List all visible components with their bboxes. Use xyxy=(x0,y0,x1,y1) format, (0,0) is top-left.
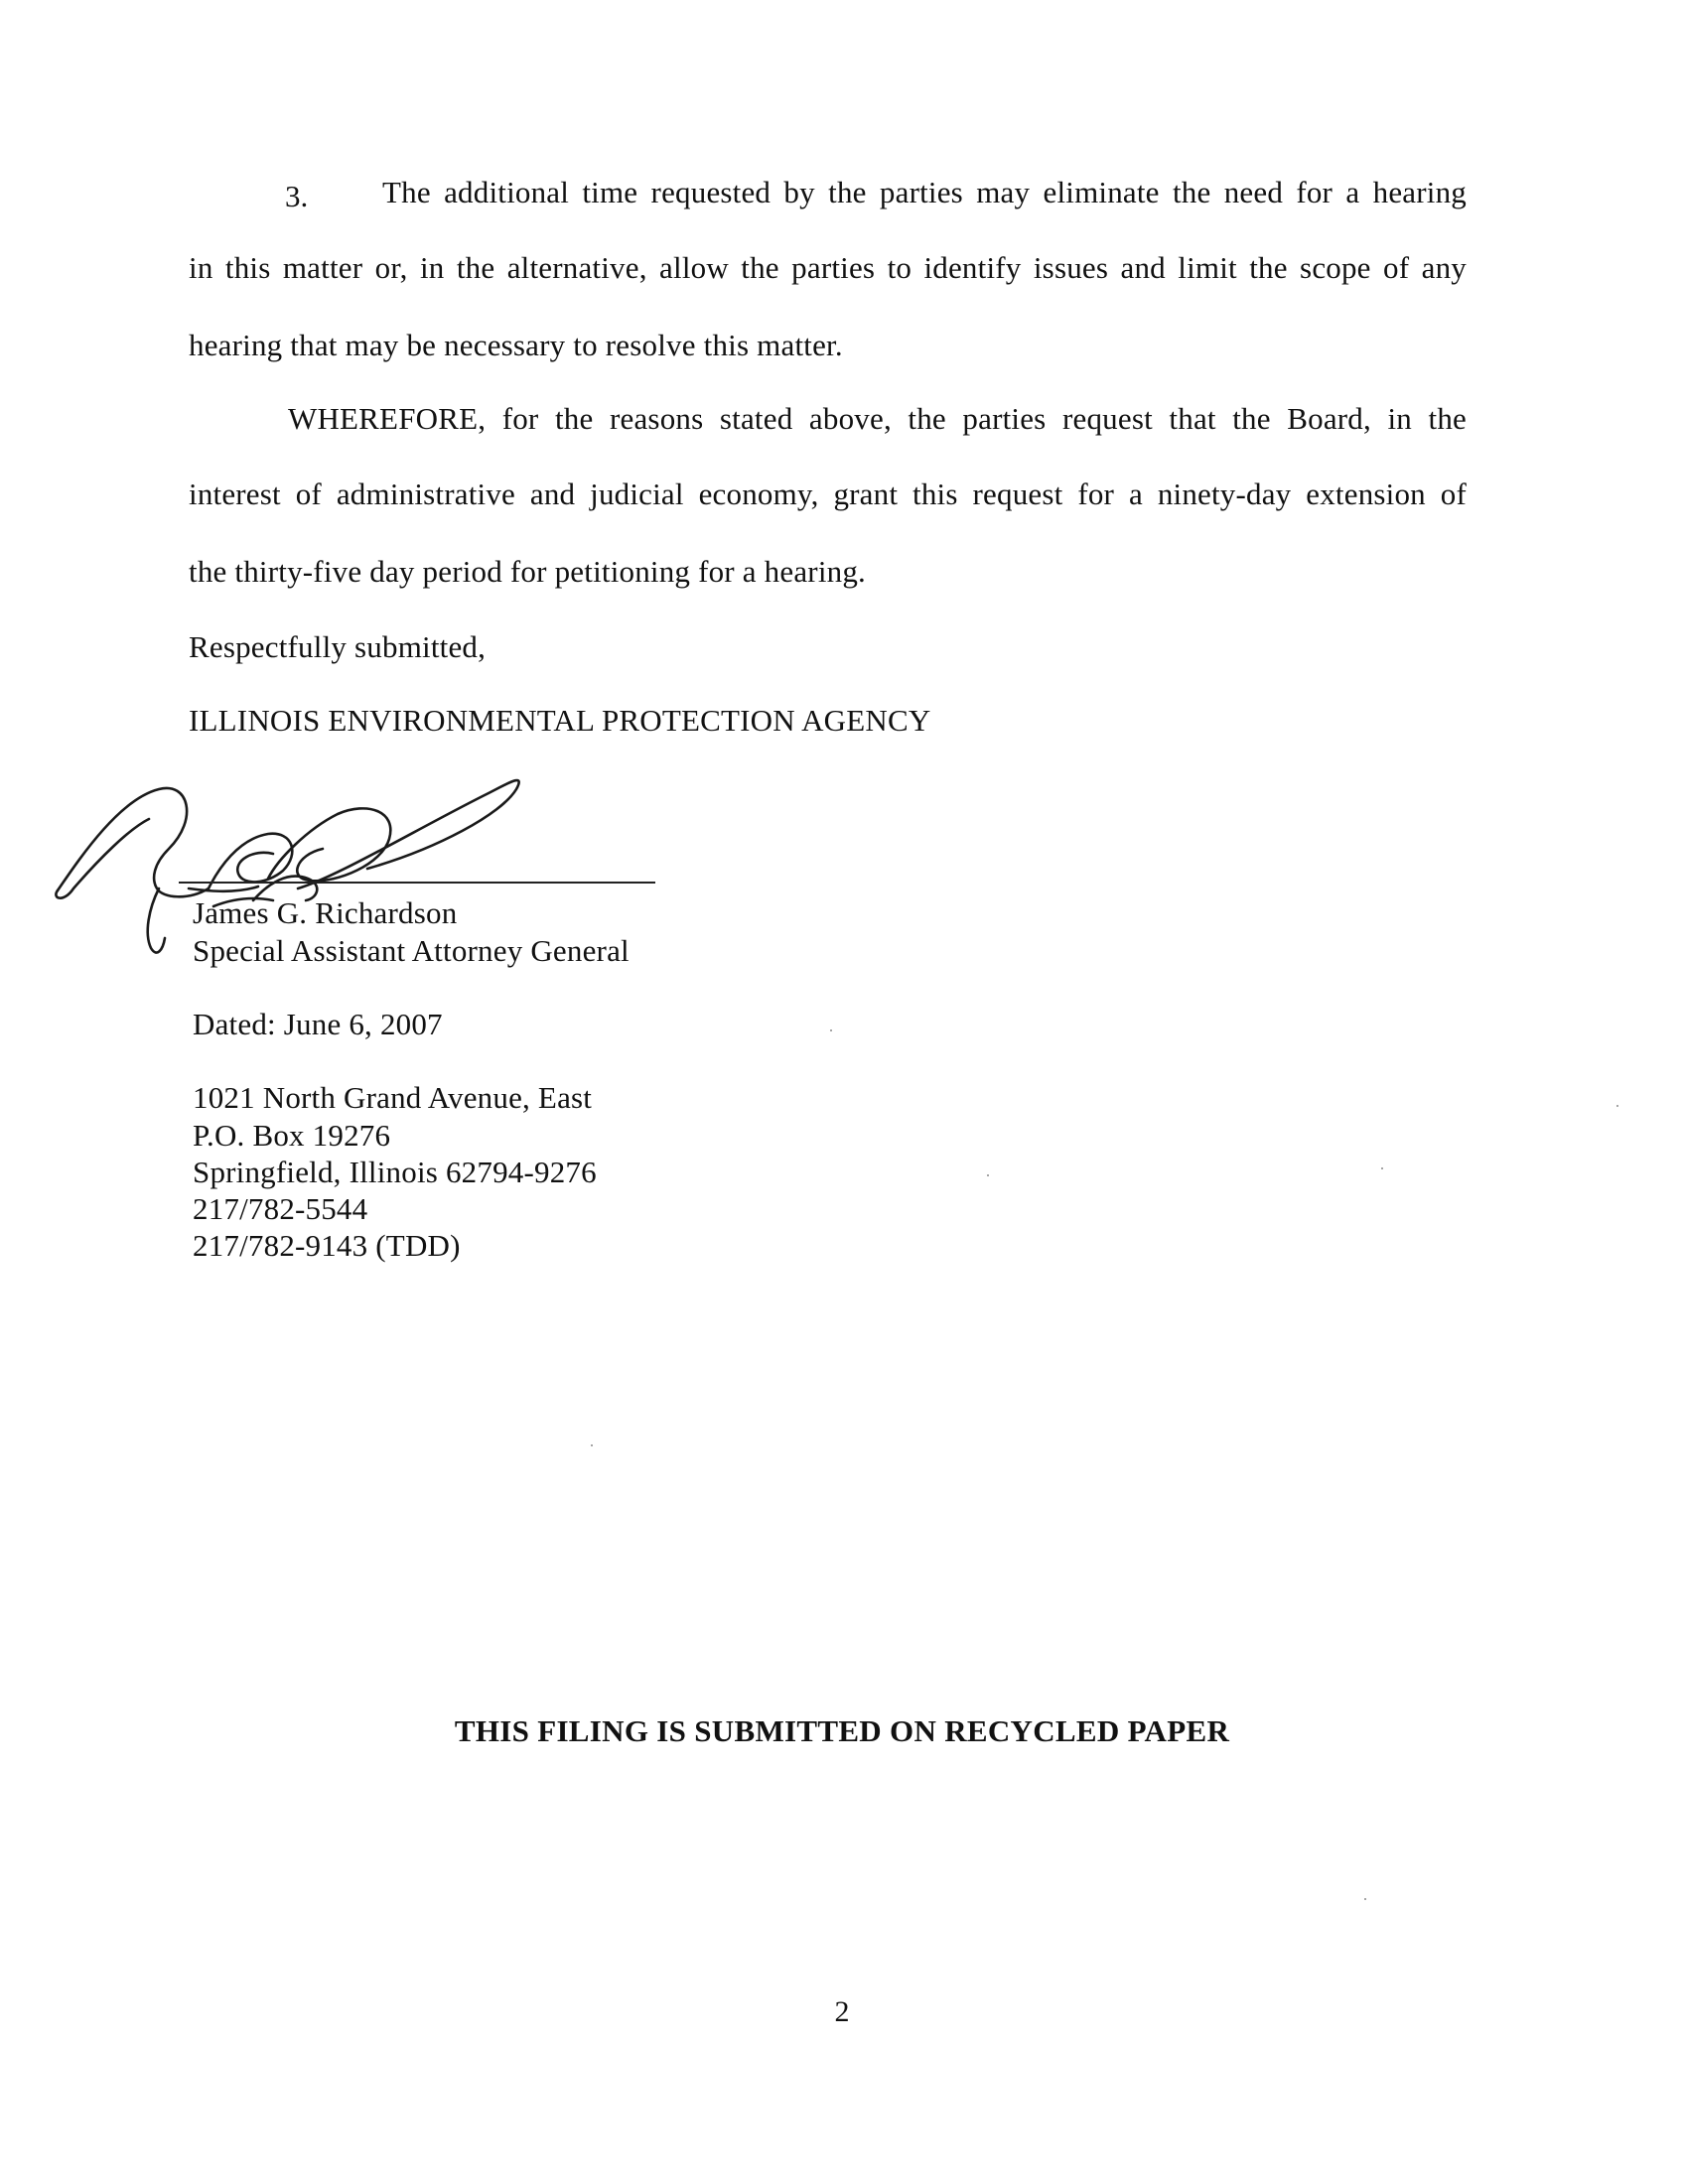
address-line-5: 217/782-9143 (TDD) xyxy=(193,1228,461,1263)
paragraph-number: 3. xyxy=(285,179,309,213)
page-number: 2 xyxy=(834,1995,850,2028)
wherefore-line-3: the thirty-five day period for petitioning for a hearing. xyxy=(189,554,866,589)
closing-salutation: Respectfully submitted, xyxy=(189,629,487,664)
signature-line xyxy=(179,882,655,884)
address-line-1: 1021 North Grand Avenue, East xyxy=(193,1080,593,1115)
address-line-3: Springfield, Illinois 62794-9276 xyxy=(193,1155,597,1189)
scan-speck xyxy=(1381,1167,1383,1169)
scan-speck xyxy=(830,1029,832,1031)
wherefore-line-2: interest of administrative and judicial economy, grant this request for a ninety-day extension of xyxy=(189,477,1467,511)
wherefore-line-1: WHEREFORE, for the reasons stated above, the parties request that the Board, in the xyxy=(288,401,1467,436)
paragraph-3-line-3: hearing that may be necessary to resolve this matter. xyxy=(189,328,843,362)
scan-speck xyxy=(1616,1105,1618,1107)
agency-name: ILLINOIS ENVIRONMENTAL PROTECTION AGENCY xyxy=(189,703,931,738)
address-line-2: P.O. Box 19276 xyxy=(193,1118,391,1153)
signatory-name: James G. Richardson xyxy=(193,895,458,930)
paragraph-3-line-2: in this matter or, in the alternative, allow the parties to identify issues and limit the scope of any xyxy=(189,250,1467,285)
scan-speck xyxy=(591,1444,593,1446)
dated-line: Dated: June 6, 2007 xyxy=(193,1007,443,1041)
paragraph-3-line-1: The additional time requested by the parties may eliminate the need for a hearing xyxy=(382,175,1467,209)
recycled-paper-note: THIS FILING IS SUBMITTED ON RECYCLED PAPER xyxy=(454,1713,1230,1748)
address-line-4: 217/782-5544 xyxy=(193,1191,368,1226)
signatory-title: Special Assistant Attorney General xyxy=(193,933,630,968)
scan-speck xyxy=(1364,1898,1366,1900)
scan-speck xyxy=(987,1174,989,1176)
